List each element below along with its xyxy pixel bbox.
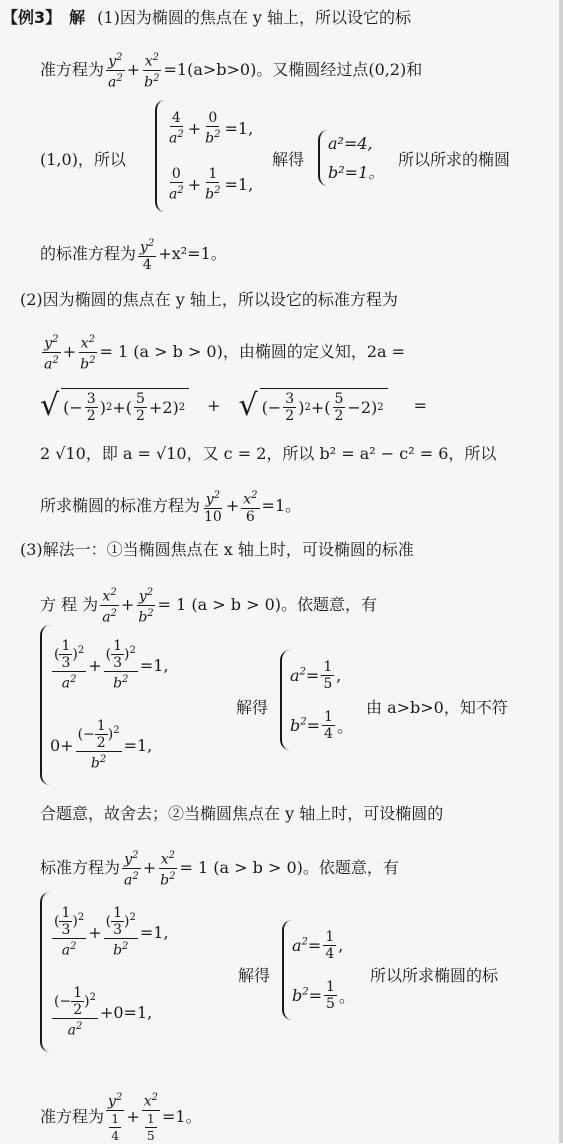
p3-text-4: 合题意，故舍去；②当椭圆焦点在 y 轴上时，可设椭圆的 bbox=[40, 804, 444, 823]
p1-text-1: (1)因为椭圆的焦点在 y 轴上，所以设它的标 bbox=[97, 8, 412, 27]
p3-solve-1 bbox=[236, 698, 268, 718]
p3-text-2b: = 1 (a > b > 0)。依题意，有 bbox=[157, 595, 378, 615]
p1-line-3c bbox=[398, 150, 510, 170]
fraction: $\frac{y^2}{4}$ bbox=[140, 238, 155, 273]
p3-text-post2: 所以所求椭圆的标 bbox=[370, 966, 499, 985]
p2-line-5: 所求椭圆的标准方程为 $\frac{y^2}{10}$ + $\frac{x^2}{6}$ =1。 bbox=[40, 490, 302, 525]
p2-text-5a: 所求椭圆的标准方程为 bbox=[40, 496, 201, 516]
p3-text-7a: 准方程为 bbox=[40, 1106, 105, 1126]
p1-text-3c: 所以所求的椭圆 bbox=[398, 150, 511, 169]
eq-right: =1, bbox=[139, 655, 169, 675]
equals: = bbox=[413, 396, 428, 415]
p3-post-2 bbox=[370, 966, 498, 986]
fraction: $\frac{y^2}{\frac{1}{4}}$ bbox=[108, 1092, 123, 1143]
p3-line-4 bbox=[40, 804, 553, 824]
p3-text-7b: =1。 bbox=[162, 1106, 202, 1126]
p3-line-2: 方 程 为 $\frac{x^2}{a^2}$ + $\frac{y^2}{b^2}$ = 1 (a > b > 0)。依题意，有 bbox=[40, 587, 378, 626]
solution-system-3: $a^2$ = $\frac{1}{4}$ , $b^2$ = $\frac{1}{5}$ 。 bbox=[282, 920, 355, 1020]
equation-system-3: ( $\frac{1}{3}$ )$^2$ $a^2$ + ( $\frac{1}{3}$ )$^2$ $b^2$ =1, (− $\frac{1}{2}$ )$^2$ $a^2$ +0=1, bbox=[40, 892, 169, 1052]
eq-right: =1, bbox=[224, 118, 254, 138]
p3-line-7: 准方程为 $\frac{y^2}{\frac{1}{4}}$ + $\frac{x^2}{\frac{1}{5}}$ =1。 bbox=[40, 1092, 202, 1143]
page-edge bbox=[559, 0, 563, 1143]
p1-text-2b: =1(a>b>0)。又椭圆经过点(0,2)和 bbox=[163, 60, 423, 80]
solution-label: 解 bbox=[69, 8, 86, 27]
p1-text-4b: +x²=1。 bbox=[158, 244, 227, 264]
example-tag: 【例3】 bbox=[2, 8, 62, 27]
equation-system-2: ( $\frac{1}{3}$ )$^2$ $a^2$ + ( $\frac{1}{3}$ )$^2$ $b^2$ =1, 0+ (− $\frac{1}{2}$ )$^2$ $b^2$ =1, bbox=[40, 625, 169, 785]
p3-line-1 bbox=[20, 540, 553, 560]
p2-line-3 bbox=[40, 388, 553, 424]
p2-line-4 bbox=[40, 444, 553, 464]
fraction: $\frac{y^2}{a^2}$ bbox=[108, 52, 123, 91]
p1-text-2a: 准方程为 bbox=[40, 60, 105, 80]
sqrt-sign: √ bbox=[40, 388, 60, 423]
solution-b: b²=1。 bbox=[328, 162, 385, 182]
solution-a: a²=4, bbox=[328, 133, 373, 153]
p1-text-3a: (1,0)，所以 bbox=[40, 150, 126, 169]
sqrt-expr-2: (− $\frac{3}{2}$ ) 2 +( $\frac{5}{2}$ −2) 2 bbox=[260, 388, 388, 424]
equation-system-1: $\frac{4}{a^2}$ + $\frac{0}{b^2}$ =1, $\frac{0}{a^2}$ + $\frac{1}{b^2}$ =1, bbox=[155, 100, 253, 212]
p3-text-2a: 方 程 为 bbox=[40, 595, 99, 615]
eq-right: =1, bbox=[224, 174, 254, 194]
solve-text: 解得 bbox=[238, 966, 271, 985]
sqrt-sign: √ bbox=[238, 388, 258, 423]
sqrt-expr-1: (− $\frac{3}{2}$ ) 2 +( $\frac{5}{2}$ +2) 2 bbox=[61, 388, 189, 424]
p1-line-1 bbox=[2, 8, 553, 28]
p3-solve-2 bbox=[238, 966, 270, 986]
solve-text: 解得 bbox=[236, 698, 269, 717]
p1-text-4a: 的标准方程为 bbox=[40, 244, 137, 264]
p1-line-4 bbox=[40, 236, 553, 273]
eq-right: =1, bbox=[123, 735, 153, 755]
p3-text-post1: 由 a>b>0，知不符 bbox=[366, 698, 508, 717]
fraction: $\frac{x^2}{b^2}$ bbox=[144, 52, 160, 91]
p2-line-2: $\frac{y^2}{a^2}$ + $\frac{x^2}{b^2}$ = 1 (a > b > 0)，由椭圆的定义知，2a = bbox=[44, 334, 406, 373]
p1-line-2: 准方程为 $\frac{y^2}{a^2}$ + $\frac{x^2}{b^2}$ =1(a>b>0)。又椭圆经过点(0,2)和 bbox=[40, 52, 423, 91]
p3-post-1 bbox=[366, 698, 508, 718]
p2-text-4: 2 √10，即 a = √10，又 c = 2，所以 b² = a² − c² = 6，所以 bbox=[40, 444, 497, 463]
eq-left: 0+ bbox=[50, 735, 74, 755]
p1-solve-label bbox=[272, 150, 304, 170]
solution-system-2: $a^2$ = $\frac{1}{5}$ , $b^2$ = $\frac{1}{4}$ 。 bbox=[280, 650, 353, 750]
p2-text-5b: =1。 bbox=[261, 496, 302, 516]
plus: + bbox=[207, 396, 221, 415]
solution-system-1 bbox=[318, 130, 384, 186]
solve-text: 解得 bbox=[272, 150, 305, 169]
p3-line-5: 标准方程为 $\frac{y^2}{a^2}$ + $\frac{x^2}{b^2}$ = 1 (a > b > 0)。依题意，有 bbox=[40, 850, 399, 889]
p2-text-1: (2)因为椭圆的焦点在 y 轴上，所以设它的标准方程为 bbox=[20, 290, 398, 309]
p3-text-5b: = 1 (a > b > 0)。依题意，有 bbox=[179, 858, 399, 878]
p2-text-2: = 1 (a > b > 0)，由椭圆的定义知，2a = bbox=[99, 342, 406, 362]
eq-right: +0=1, bbox=[99, 1002, 153, 1022]
fraction: $\frac{x^2}{\frac{1}{5}}$ bbox=[143, 1092, 158, 1143]
p3-text-5a: 标准方程为 bbox=[40, 858, 121, 878]
p2-line-1 bbox=[20, 290, 553, 310]
eq-right: =1, bbox=[139, 922, 169, 942]
p3-text-1: (3)解法一：①当椭圆焦点在 x 轴上时，可设椭圆的标准 bbox=[20, 540, 414, 559]
